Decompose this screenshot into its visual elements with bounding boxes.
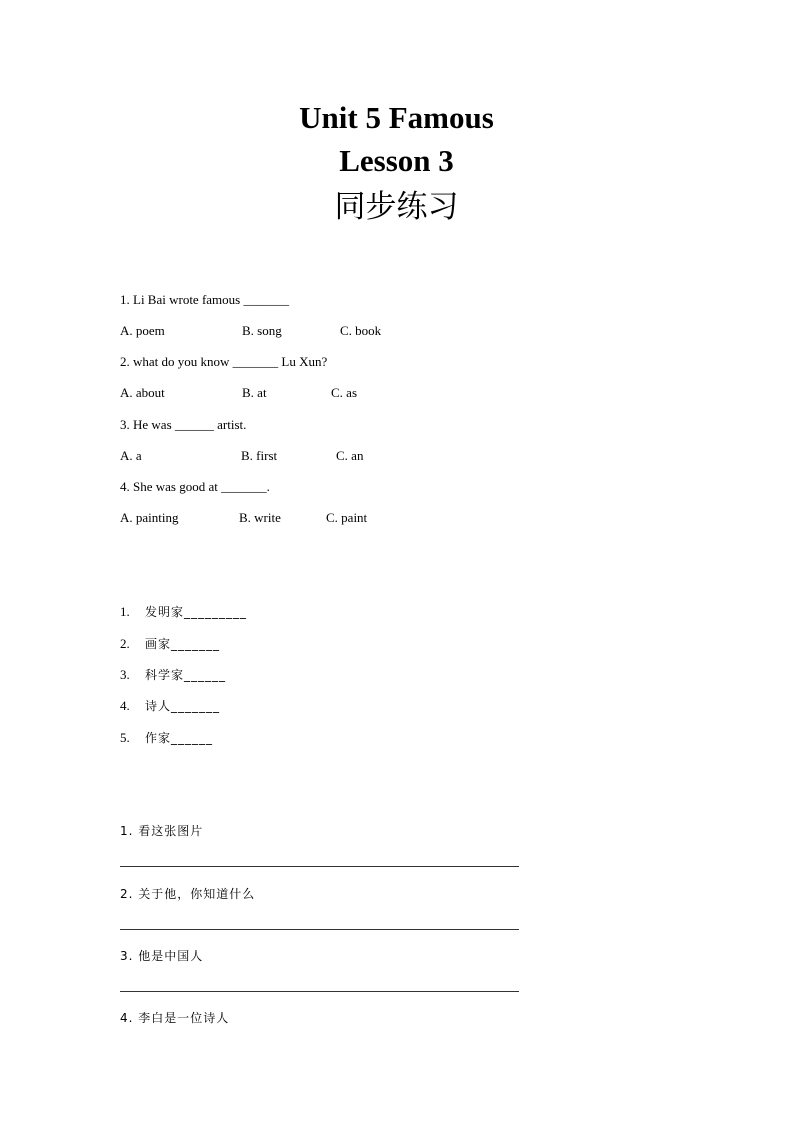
title-lesson: Lesson 3	[339, 143, 454, 178]
vocab-number: 1.	[120, 604, 130, 619]
translation-item-4: 4. 李白是一位诗人	[120, 1011, 230, 1025]
translation-item-3: 3. 他是中国人	[120, 949, 204, 963]
q1-option-a: A. poem	[120, 323, 165, 338]
q4-option-b: B. write	[239, 510, 281, 525]
vocab-item-1	[120, 603, 247, 620]
vocab-number: 4.	[120, 698, 130, 713]
q2-option-a: A. about	[120, 385, 165, 400]
q3-option-c: C. an	[336, 448, 364, 463]
vocab-number: 2.	[120, 636, 130, 651]
vocab-number: 3.	[120, 667, 130, 682]
question-1: 1. Li Bai wrote famous _______	[120, 292, 289, 307]
q1-option-b: B. song	[242, 323, 282, 338]
q1-option-c: C. book	[340, 323, 382, 338]
vocab-item-2	[120, 635, 220, 652]
title-practice: 同步练习	[334, 189, 459, 225]
question-3: 3. He was ______ artist.	[120, 417, 247, 432]
question-4: 4. She was good at _______.	[120, 479, 270, 494]
question-2: 2. what do you know _______ Lu Xun?	[120, 354, 328, 369]
answer-line-1	[120, 866, 519, 867]
vocab-item-4	[120, 697, 220, 714]
q2-option-b: B. at	[242, 385, 267, 400]
vocab-text: 诗人_______	[145, 699, 221, 713]
vocab-item-3	[120, 666, 226, 683]
vocab-text: 作家______	[145, 731, 214, 745]
q2-option-c: C. as	[331, 385, 357, 400]
translation-item-1: 1. 看这张图片	[120, 824, 204, 838]
vocab-text: 发明家_________	[145, 605, 248, 619]
vocab-text: 科学家______	[145, 668, 227, 682]
q4-option-c: C. paint	[326, 510, 368, 525]
vocab-item-5	[120, 729, 213, 746]
answer-line-2	[120, 929, 519, 930]
q4-option-a: A. painting	[120, 510, 179, 525]
translation-item-2: 2. 关于他，你知道什么	[120, 887, 256, 901]
q3-option-b: B. first	[241, 448, 278, 463]
q3-option-a: A. a	[120, 448, 142, 463]
title-unit: Unit 5 Famous	[299, 100, 494, 135]
vocab-text: 画家_______	[145, 637, 221, 651]
vocab-number: 5.	[120, 730, 130, 745]
answer-line-3	[120, 991, 519, 992]
